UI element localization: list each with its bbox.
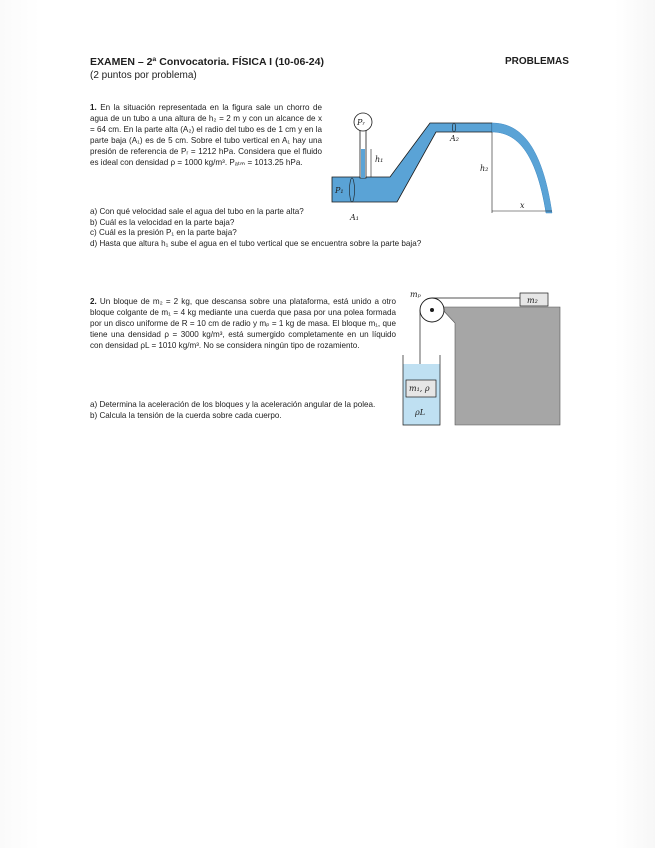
question-2a: a) Determina la aceleración de los bloques y la aceleración angular de la polea. — [90, 400, 376, 409]
vertical-tube-water — [361, 149, 365, 178]
problem1-text: En la situación representada en la figura sale un chorro de agua de un tubo a una altura de h₂ = 2 m y con un alcance de x = 64 cm. En la parte alta (A₂) el radio del tubo es de 1 cm y en la parte baja (A₁) es de 5 cm. Sobre el tubo vertical en A₁ hay una presión de referencia de Pᵣ = 1212 hPa. Considera que el fluido es ideal con densidad ρ = 1000 kg/m³. Pₐₜₘ = 1013.25 hPa. — [90, 103, 323, 167]
exam-title: EXAMEN – 2ª Convocatoria. FÍSICA I (10-06-24) — [90, 56, 324, 68]
question-1b: b) Cuál es la velocidad en la parte baja? — [90, 217, 235, 227]
label-h1: h₁ — [375, 155, 384, 164]
exam-subtitle: (2 puntos por problema) — [90, 70, 197, 81]
problem1-questions — [90, 207, 421, 249]
question-1c: c) Cuál es la presión P₁ en la parte baja? — [90, 228, 237, 238]
problem2-questions — [90, 400, 375, 421]
label-a2: A₂ — [450, 134, 459, 143]
question-2b: b) Calcula la tensión de la cuerda sobre cada cuerpo. — [90, 410, 282, 420]
label-mp: mₚ — [410, 290, 421, 299]
label-m2: m₂ — [527, 296, 538, 305]
problem1-statement — [90, 103, 322, 168]
pipe-water — [332, 123, 492, 202]
problem2-statement — [90, 297, 396, 352]
platform — [440, 307, 560, 425]
water-jet — [492, 123, 552, 213]
label-a1: A₁ — [350, 213, 359, 222]
label-p1: P₁ — [335, 186, 344, 195]
problem1-number: 1. — [90, 103, 97, 112]
label-rhoL: ρL — [415, 408, 426, 417]
question-1a: a) Con qué velocidad sale el agua del tubo en la parte alta? — [90, 207, 304, 216]
label-x: x — [520, 201, 525, 210]
problem2-figure — [400, 285, 565, 435]
pulley-axle — [430, 308, 434, 312]
label-pr: Pᵣ — [357, 118, 366, 127]
question-1d: d) Hasta que altura h₁ sube el agua en el tubo vertical que se encuentra sobre la parte baja? — [90, 238, 422, 248]
label-h2: h₂ — [480, 164, 489, 173]
problem2-text: Un bloque de m₂ = 2 kg, que descansa sobre una plataforma, está unido a otro bloque colgante de m₁ = 4 kg mediante una cuerda que pasa por una polea formada por un disco uniforme de R = 10 cm de radio y mₚ = 1 kg de masa. El bloque m₁, que tiene una densidad ρ = 3000 kg/m³, está sumergido completamente en un líquido con densidad ρL = 1010 kg/m³. No se considera ningún tipo de rozamiento. — [90, 297, 396, 350]
section-label: PROBLEMAS — [505, 56, 569, 67]
problem2-number: 2. — [90, 297, 97, 306]
label-m1: m₁, ρ — [409, 384, 430, 393]
